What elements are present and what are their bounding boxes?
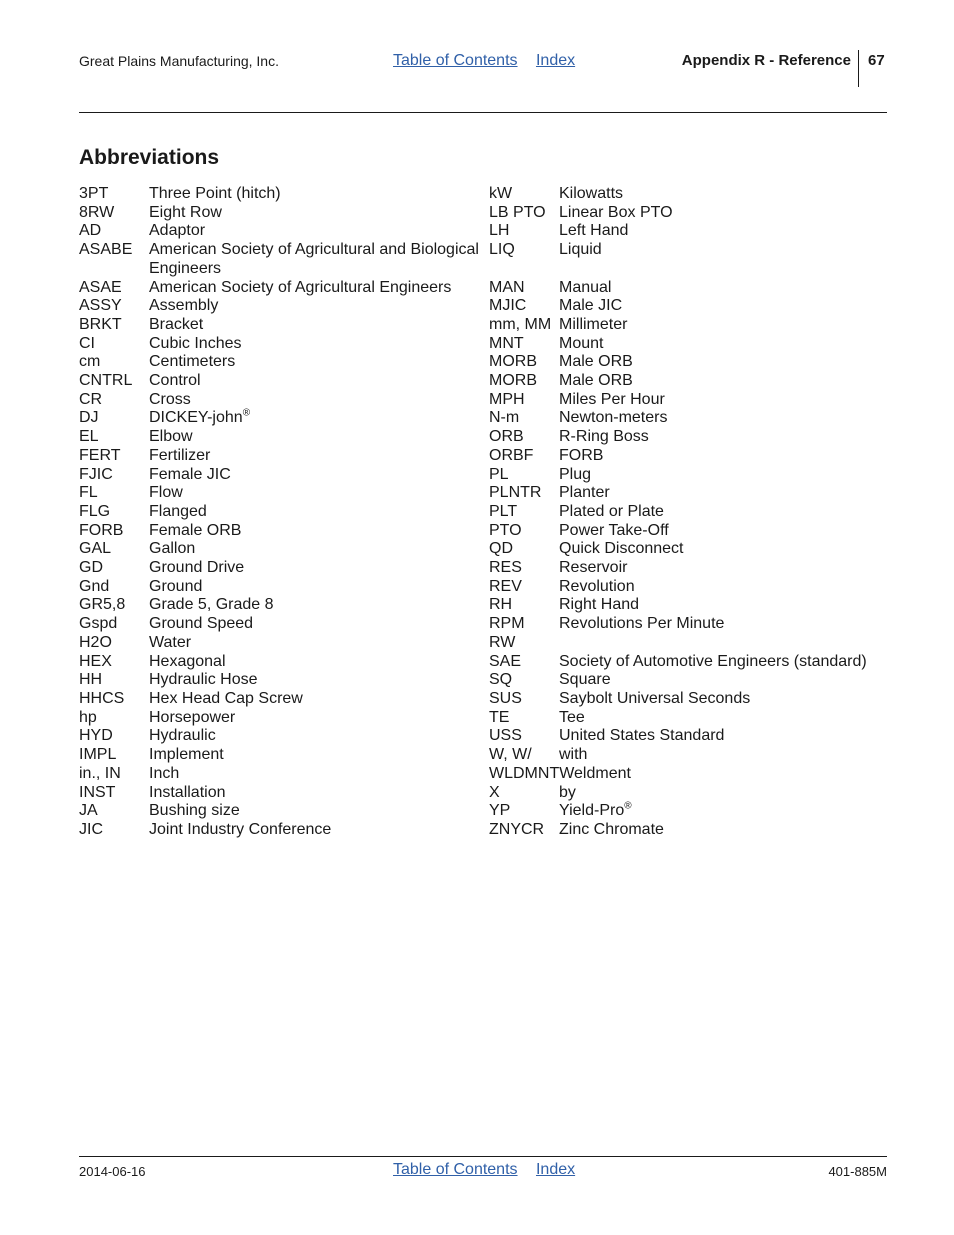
definition-text: Newton-meters [559,409,668,427]
abbreviation-term: FLG [79,502,111,520]
abbreviation-definition [559,709,889,728]
abbreviation-row [79,279,479,298]
abbreviation-definition [559,578,889,597]
abbreviation-term: in., IN [79,764,121,782]
abbreviation-term: ORB [489,428,524,446]
abbreviation-row [489,596,889,615]
definition-text: Joint Industry Conference [149,820,332,838]
abbreviation-term: SUS [489,689,522,707]
abbreviation-definition [149,335,479,354]
abbreviation-definition [149,559,479,578]
abbreviation-definition [149,447,479,466]
definition-text: American Society of Agricultural and Biological Engineers [149,241,479,277]
document-number: 401-885M [828,1164,887,1179]
abbreviation-row [489,615,889,634]
definition-text: Tee [559,708,585,726]
abbreviation-term: RW [489,633,516,651]
abbreviation-term: YP [489,802,511,820]
definition-text: Inch [149,764,180,782]
abbreviation-row [79,484,479,503]
definition-text: Kilowatts [559,185,624,202]
definition-text: Female ORB [149,521,242,539]
abbreviation-term: CR [79,390,103,408]
abbreviation-definition [149,222,479,241]
definition-text: with [559,746,588,764]
index-link[interactable]: Index [535,52,576,69]
abbreviation-definition [149,765,479,784]
abbreviation-term: REV [489,577,522,595]
abbreviation-row [79,821,479,840]
abbreviation-definition [559,484,889,503]
definition-text: Control [149,372,201,390]
abbreviation-term: AD [79,222,102,240]
page-footer [79,1161,887,1185]
footer-table-of-contents-link[interactable]: Table of Contents [393,1161,518,1178]
definition-text: Manual [559,278,612,296]
definition-text: Square [559,671,611,689]
abbreviation-term: hp [79,708,97,726]
definition-text: Reservoir [559,559,628,577]
section-title: Appendix R - Reference [681,52,851,69]
abbreviation-term: USS [489,727,522,745]
abbreviation-term: MORB [489,372,537,390]
definition-text: Implement [149,746,224,764]
abbreviation-row [489,559,889,578]
definition-text: Hexagonal [149,652,226,670]
abbreviation-term: RES [489,559,522,577]
abbreviation-row [79,709,479,728]
abbreviation-definition [149,409,479,428]
table-of-contents-link[interactable]: Table of Contents [393,52,518,69]
definition-text: Flanged [149,502,207,520]
abbreviation-term: FJIC [79,465,113,483]
abbreviation-definition [149,391,479,410]
abbreviation-definition [559,690,889,709]
abbreviation-term: cm [79,353,101,371]
footer-index-link[interactable]: Index [535,1161,576,1178]
abbreviation-row [79,634,479,653]
abbreviation-row [79,335,479,354]
definition-text: Male ORB [559,353,633,371]
abbreviation-term: MPH [489,390,525,408]
abbreviation-term [489,260,559,279]
abbreviation-row [489,316,889,335]
abbreviation-definition [149,353,479,372]
abbreviation-row [489,335,889,354]
definition-text: Quick Disconnect [559,540,684,558]
abbreviation-definition [149,540,479,559]
abbreviation-definition [559,297,889,316]
abbreviation-definition [149,634,479,653]
abbreviation-definition [149,746,479,765]
abbreviation-definition [559,447,889,466]
abbreviation-row [79,372,479,391]
abbreviation-definition [559,260,889,279]
footer-rule [79,1156,887,1157]
abbreviation-term: FERT [79,446,121,464]
definition-text: Bracket [149,315,204,333]
abbreviation-term: DJ [79,409,99,427]
abbreviation-definition [559,559,889,578]
abbreviation-definition [149,279,479,298]
abbreviation-term: GAL [79,540,112,558]
abbreviation-term: HH [79,671,103,689]
abbreviation-term: FORB [79,521,124,539]
abbreviation-definition [559,746,889,765]
page-title: Abbreviations [79,146,220,169]
abbreviation-term: PLT [489,502,518,520]
abbreviation-row [489,671,889,690]
definition-text: Miles Per Hour [559,390,665,408]
abbreviation-definition [559,821,889,840]
definition-text: Three Point (hitch) [149,185,281,202]
abbreviation-term: WLDMNT [489,764,560,782]
abbreviation-definition [149,297,479,316]
abbreviation-row [79,746,479,765]
abbreviation-row [489,241,889,260]
abbreviation-definition [559,222,889,241]
abbreviation-definition [149,709,479,728]
footer-date: 2014-06-16 [79,1164,146,1179]
abbreviation-row [489,634,889,653]
abbreviation-row [79,185,479,204]
page-header [79,50,887,90]
abbreviation-definition [149,653,479,672]
registered-mark: ® [624,800,632,812]
abbreviation-term: CNTRL [79,372,133,390]
abbreviation-definition [559,540,889,559]
header-divider [858,50,859,87]
abbreviation-definition [149,522,479,541]
definition-text: DICKEY-john [149,409,243,427]
abbreviation-definition [559,335,889,354]
definition-text: Cubic Inches [149,334,242,352]
abbreviation-term: 3PT [79,185,109,202]
abbreviation-definition [149,578,479,597]
definition-text: Mount [559,334,604,352]
abbreviation-definition [149,821,479,840]
abbreviation-row [79,578,479,597]
abbreviation-row [79,802,479,821]
abbreviation-definition [149,241,479,278]
abbreviation-row [489,802,889,821]
abbreviation-definition [559,466,889,485]
abbreviation-definition [149,484,479,503]
abbreviation-term: ASABE [79,241,133,259]
abbreviation-row [79,353,479,372]
abbreviation-definition [559,634,889,653]
abbreviation-definition [559,784,889,803]
abbreviation-row [79,204,479,223]
abbreviation-term: MJIC [489,297,527,315]
definition-text: Society of Automotive Engineers (standard) [559,652,867,670]
abbreviation-definition [559,671,889,690]
abbreviation-definition [149,596,479,615]
abbreviation-term: MAN [489,278,525,296]
abbreviation-definition [559,353,889,372]
definition-text: Saybolt Universal Seconds [559,689,751,707]
abbreviation-term: HYD [79,727,113,745]
definition-text: Plated or Plate [559,502,664,520]
abbreviation-row [489,578,889,597]
abbreviation-term: ASSY [79,297,122,315]
abbreviation-term: ASAE [79,278,122,296]
definition-text: Grade 5, Grade 8 [149,596,274,614]
abbreviation-definition [149,204,479,223]
definition-text: Planter [559,484,610,502]
abbreviation-row [489,353,889,372]
definition-text: Ground [149,577,203,595]
definition-text: Male JIC [559,297,623,315]
definition-text: Hydraulic [149,727,216,745]
abbreviation-row [489,765,889,784]
abbreviations-left-column [79,185,479,840]
abbreviation-term: JA [79,802,98,820]
abbreviation-row [489,260,889,279]
abbreviation-row [79,522,479,541]
abbreviation-term: TE [489,708,510,726]
abbreviation-definition [559,372,889,391]
abbreviation-row [79,765,479,784]
abbreviation-definition [149,372,479,391]
abbreviation-row [489,784,889,803]
definition-text: Bushing size [149,802,240,820]
abbreviation-term: SAE [489,652,522,670]
abbreviation-term: QD [489,540,513,558]
definition-text: Power Take-Off [559,521,669,539]
abbreviation-definition [559,428,889,447]
definition-text: Revolutions Per Minute [559,615,725,633]
header-rule [79,112,887,113]
abbreviation-term: W, W/ [489,746,532,764]
abbreviation-row [79,222,479,241]
abbreviation-row [489,185,889,204]
abbreviation-term: PL [489,465,509,483]
abbreviation-row [489,409,889,428]
abbreviation-term: LH [489,222,510,240]
abbreviation-row [489,709,889,728]
abbreviation-row [489,821,889,840]
definition-text: Millimeter [559,315,628,333]
definition-text: Plug [559,465,592,483]
abbreviation-definition [149,784,479,803]
abbreviation-row [79,297,479,316]
definition-text: Water [149,633,192,651]
abbreviation-term: MNT [489,334,524,352]
abbreviation-term: CI [79,334,95,352]
abbreviation-definition [559,653,889,672]
abbreviation-row [79,466,479,485]
abbreviation-row [489,428,889,447]
abbreviation-definition [559,727,889,746]
definition-text: Horsepower [149,708,236,726]
abbreviation-row [489,447,889,466]
definition-text: FORB [559,446,604,464]
abbreviation-row [79,241,479,278]
abbreviation-term: PLNTR [489,484,542,502]
abbreviation-row [79,690,479,709]
definition-text: Yield-Pro [559,802,625,820]
abbreviation-definition [559,241,889,260]
abbreviation-row [489,540,889,559]
abbreviation-row [489,279,889,298]
abbreviation-definition [149,428,479,447]
definition-text: Ground Speed [149,615,254,633]
definition-text: Linear Box PTO [559,203,673,221]
definition-text: Hex Head Cap Screw [149,689,303,707]
abbreviation-term: SQ [489,671,513,689]
definition-text: Liquid [559,241,602,259]
abbreviation-term: Gnd [79,577,110,595]
abbreviation-row [79,653,479,672]
definition-text: American Society of Agricultural Engineers [149,278,452,296]
abbreviation-definition [149,185,479,204]
abbreviation-definition [559,802,889,821]
abbreviation-term: BRKT [79,315,122,333]
abbreviation-term: X [489,783,500,801]
abbreviation-definition [149,316,479,335]
abbreviation-term: LIQ [489,241,515,259]
definition-text: Cross [149,390,191,408]
abbreviation-definition [149,671,479,690]
company-name: Great Plains Manufacturing, Inc. [79,53,279,69]
abbreviation-row [489,727,889,746]
definition-text: Gallon [149,540,196,558]
definition-text: Left Hand [559,222,629,240]
definition-text: Weldment [559,764,631,782]
abbreviation-row [79,559,479,578]
definition-text: Adaptor [149,222,206,240]
abbreviation-row [79,615,479,634]
definition-text: Elbow [149,428,193,446]
abbreviation-row [79,428,479,447]
abbreviation-definition [149,615,479,634]
definition-text: Female JIC [149,465,231,483]
abbreviation-definition [559,596,889,615]
abbreviation-term: N-m [489,409,520,427]
abbreviation-term: GR5,8 [79,596,126,614]
abbreviation-term: MORB [489,353,537,371]
abbreviation-row [79,727,479,746]
definition-text: by [559,783,576,801]
abbreviation-term: EL [79,428,99,446]
abbreviation-row [489,204,889,223]
abbreviation-term: JIC [79,820,103,838]
abbreviation-row [79,391,479,410]
abbreviation-term: ZNYCR [489,820,545,838]
abbreviation-row [79,784,479,803]
abbreviation-definition [559,316,889,335]
definition-text: Centimeters [149,353,236,371]
abbreviation-definition [559,279,889,298]
definition-text: Hydraulic Hose [149,671,258,689]
definition-text: Zinc Chromate [559,820,664,838]
abbreviation-row [489,653,889,672]
footer-links [393,1161,589,1179]
abbreviation-definition [149,690,479,709]
definition-text: Flow [149,484,183,502]
page-number: 67 [868,52,885,69]
abbreviation-row [489,222,889,241]
definition-text: Ground Drive [149,559,245,577]
abbreviation-row [489,746,889,765]
abbreviation-definition [149,466,479,485]
definition-text: Male ORB [559,372,633,390]
definition-text: Installation [149,783,226,801]
definition-text: Right Hand [559,596,640,614]
definition-text: Eight Row [149,203,222,221]
abbreviation-term: INST [79,783,116,801]
abbreviation-definition [149,802,479,821]
definition-text: Fertilizer [149,446,211,464]
abbreviation-row [489,484,889,503]
abbreviations-right-column [489,185,889,840]
abbreviation-definition [559,185,889,204]
abbreviation-definition [559,615,889,634]
abbreviation-definition [559,503,889,522]
abbreviation-term: LB PTO [489,203,546,221]
abbreviation-row [79,447,479,466]
abbreviation-definition [149,503,479,522]
abbreviation-term: mm, MM [489,315,552,333]
abbreviation-definition [149,727,479,746]
abbreviation-definition [559,409,889,428]
abbreviation-term: GD [79,559,103,577]
abbreviation-row [489,690,889,709]
header-links [393,52,589,70]
abbreviation-definition [559,522,889,541]
definition-text: Assembly [149,297,219,315]
abbreviation-row [79,409,479,428]
abbreviation-term: FL [79,484,98,502]
abbreviation-row [489,503,889,522]
abbreviation-row [79,540,479,559]
definition-text: Revolution [559,577,635,595]
abbreviation-term: RH [489,596,513,614]
abbreviation-term: HHCS [79,689,125,707]
abbreviation-row [489,466,889,485]
abbreviation-term: kW [489,185,513,202]
abbreviation-term: 8RW [79,203,115,221]
abbreviation-term: IMPL [79,746,117,764]
abbreviation-term: HEX [79,652,112,670]
abbreviation-row [489,522,889,541]
abbreviation-definition [559,391,889,410]
abbreviation-definition [559,204,889,223]
definition-text: R-Ring Boss [559,428,649,446]
abbreviation-term: ORBF [489,446,534,464]
registered-mark: ® [242,408,251,420]
abbreviation-row [79,503,479,522]
abbreviation-row [489,391,889,410]
definition-text: United States Standard [559,727,725,745]
abbreviation-row [489,297,889,316]
abbreviation-term: Gspd [79,615,118,633]
abbreviation-term: RPM [489,615,525,633]
abbreviation-definition [559,765,889,784]
abbreviation-row [79,316,479,335]
abbreviation-term: H2O [79,633,112,651]
abbreviation-term: PTO [489,521,522,539]
abbreviation-row [79,671,479,690]
abbreviation-row [79,596,479,615]
abbreviation-row [489,372,889,391]
